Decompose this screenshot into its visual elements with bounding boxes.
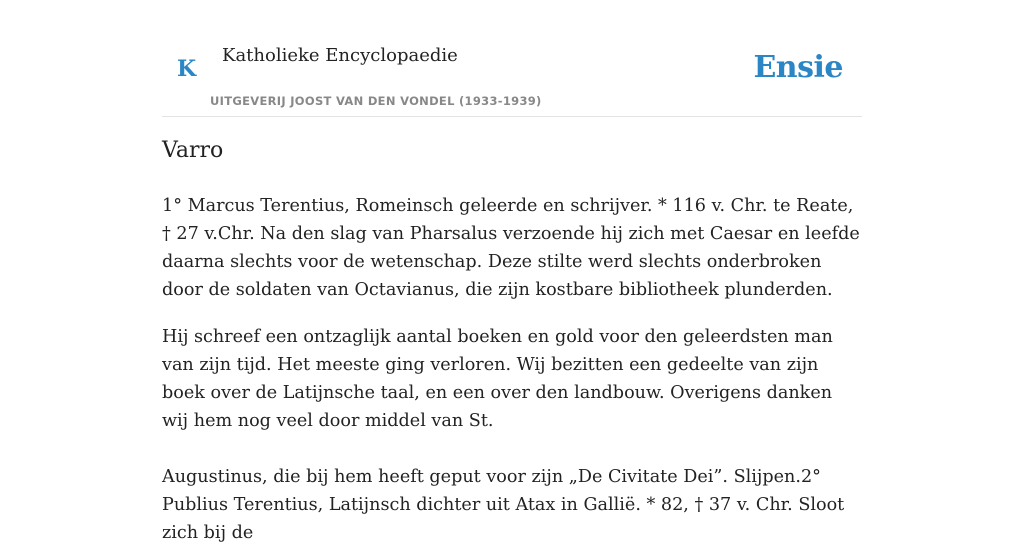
article-paragraph-2: Hij schreef een ontzaglijk aantal boeken en gold voor den geleerdsten man van zijn tijd. Het meeste ging verloren. Wij bezitten een gedeelte van zijn boek over de Latijnsche taal, en een over den landbouw. Overigens danken wij hem nog veel door middel van St. bbox=[162, 327, 833, 431]
article-paragraph-1: 1° Marcus Terentius, Romeinsch geleerde en schrijver. * 116 v. Chr. te Reate, † 27 v.Chr. Na den slag van Pharsalus verzoende hij zich met Caesar en leefde daarna slechts voor de wetenschap. Deze stilte werd slechts onderbroken door de soldaten van Octavianus, die zijn kostbare bibliotheek plunderden. bbox=[162, 196, 860, 300]
encyclopedia-title[interactable]: Katholieke Encyclopaedie bbox=[222, 45, 458, 66]
site-header bbox=[162, 0, 862, 117]
article-title: Varro bbox=[162, 138, 224, 163]
article-paragraph-3: Augustinus, die bij hem heeft geput voor zijn „De Civitate Dei”. Slijpen.2° Publius Terentius, Latijnsch dichter uit Atax in Gallië. * 82, † 37 v. Chr. Sloot zich bij de bbox=[162, 467, 845, 543]
ensie-brand-link[interactable]: Ensie bbox=[753, 50, 843, 85]
encyclopedia-logo[interactable]: K bbox=[177, 56, 197, 82]
publisher-label: UITGEVERIJ JOOST VAN DEN VONDEL (1933-1939) bbox=[210, 94, 542, 108]
